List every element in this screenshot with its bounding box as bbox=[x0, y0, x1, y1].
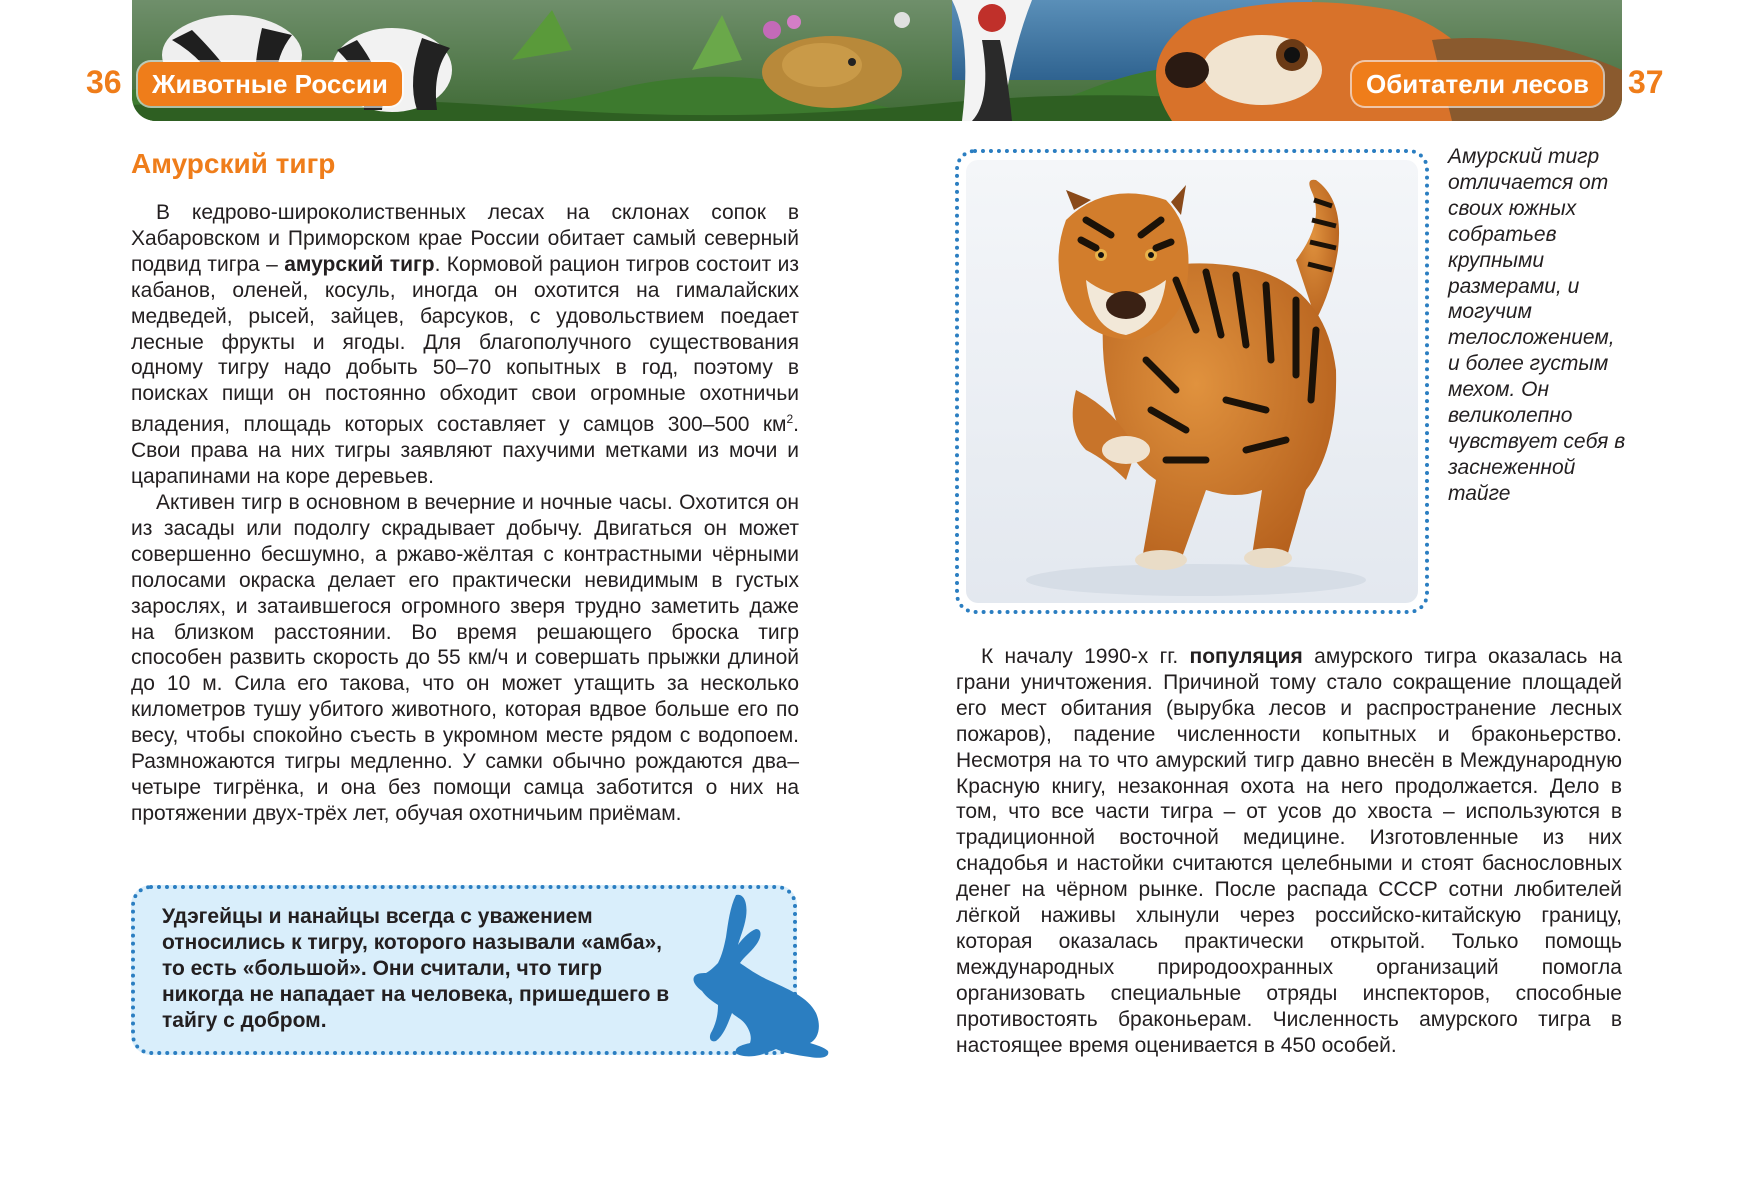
paragraph bbox=[131, 200, 799, 490]
fact-box-text: Удэгейцы и нанайцы всегда с уважением относились к тигру, которого называли «амба», то есть «большой». Они считали, что тигр никогда не нападает на человека, пришедшего в тайгу с добром. bbox=[162, 905, 670, 1032]
right-body-text bbox=[956, 644, 1622, 1059]
text-run: . Кормовой рацион тигров состоит из кабанов, оленей, косуль, иногда он охотится на гималайских медведей, рысей, зайцев, барсуков, с удовольствием поедает лесные фрукты и ягоды. Для благополучного существования одному тигру надо добыть 50–70 копытных в год, поэтому в поисках пищи он постоянно обходит свои огромные охотничьи владения, площадь которых составляет у самцов 300–500 км bbox=[131, 252, 799, 437]
bold-term: популяция bbox=[1189, 645, 1303, 668]
text-run: В кедрово-широколиственных лесах на склонах сопок в Хабаровском и Приморском крае России обитает самый северный подвид тигра – bbox=[131, 201, 799, 276]
page-number-right: 37 bbox=[1628, 64, 1664, 100]
page-number-left: 36 bbox=[86, 64, 122, 100]
section-label-right: Обитатели лесов bbox=[1352, 62, 1603, 106]
photo-caption: Амурский тигр отличается от своих южных собратьев крупными размерами, и могучим телосложением, и более густым мехом. Он великолепно чувствует себя в заснеженной тайге bbox=[1448, 145, 1626, 505]
hare-silhouette-icon bbox=[692, 893, 832, 1068]
text-run: Активен тигр в основном в вечерние и ночные часы. Охотится он из засады или подолгу скрадывает добычу. Двигаться он может совершенно бесшумно, а ржаво-жёлтая с контрастными чёрными полосами окраска делает его практически невидимым в густых зарослях, и затаившегося огромного зверя трудно заметить даже на близком расстоянии. Во время решающего броска тигр способен развить скорость до 55 км/ч и совершать прыжки длиной до 10 м. Сила его такова, что он может утащить за несколько километров тушу убитого животного, которая вдвое больше его по весу, чтобы спокойно съесть в укромном месте рядом с водопоем. Размножаются тигры медленно. У самки обычно рождаются два–четыре тигрёнка, и она без помощи самца заботится о них на протяжении двух-трёх лет, обучая охотничьим приёмам. bbox=[131, 490, 799, 825]
tiger-photo bbox=[966, 160, 1418, 603]
bold-term: амурский тигр bbox=[284, 252, 435, 276]
paragraph bbox=[956, 644, 1622, 1059]
left-body-text bbox=[131, 200, 799, 827]
article-title: Амурский тигр bbox=[131, 148, 336, 179]
text-run: К началу 1990-х гг. bbox=[981, 645, 1190, 668]
text-run: . Свои права на них тигры заявляют пахучими метками из мочи и царапинами на коре деревьев. bbox=[131, 413, 799, 489]
paragraph bbox=[131, 490, 799, 827]
section-label-left: Животные России bbox=[138, 62, 402, 106]
text-run: амурского тигра оказалась на грани уничтожения. Причиной тому стало сокращение площадей его мест обитания (вырубка лесов и распространение лесных пожаров), падение численности копытных и браконьерство. Несмотря на то что амурский тигр давно внесён в Международную Красную книгу, незаконная охота на него продолжается. Дело в том, что все части тигра – от усов до хвоста – используются в традиционной восточной медицине. Изготовленные из них снадобья и настойки считаются целебными и стоят баснословных денег на чёрном рынке. После распада СССР сотни любителей лёгкой наживы хлынули через российско-китайскую границу, которая оказалась практически открытой. Только помощь международных природоохранных организаций помогла организовать специальные отряды инспекторов, способные противостоять браконьерам. Численность амурского тигра в настоящее время оценивается в 450 особей. bbox=[956, 645, 1622, 1057]
tiger-photo-frame bbox=[955, 149, 1429, 614]
text-run: 2 bbox=[786, 412, 794, 427]
